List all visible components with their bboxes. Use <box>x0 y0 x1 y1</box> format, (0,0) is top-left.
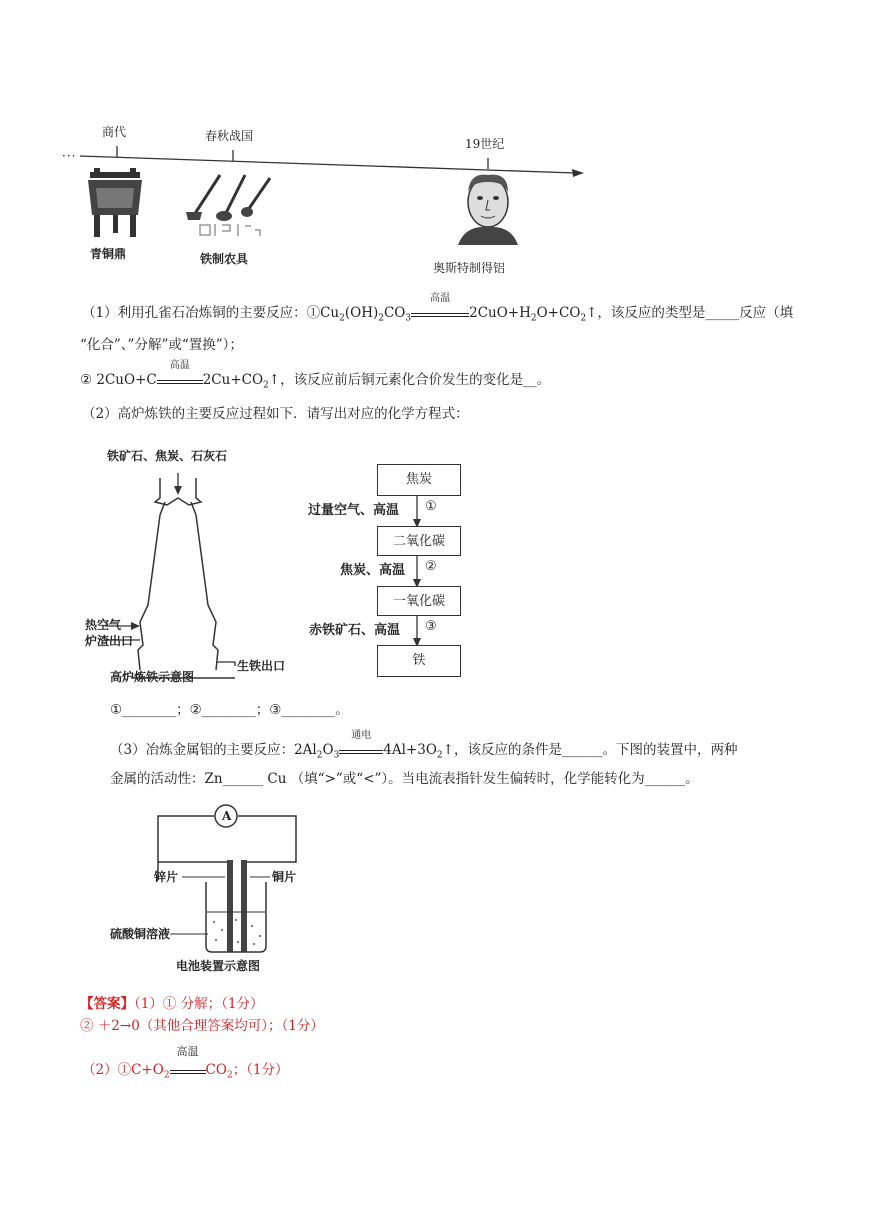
answer-reaction-sign <box>170 1045 206 1074</box>
q1-reaction-sign-2 <box>157 360 203 384</box>
era-19th-century: 19世纪 <box>465 137 505 151</box>
q1-line1-mid2: CO <box>383 305 406 321</box>
furnace-slag-outlet-label: 炉渣出口 <box>85 634 134 648</box>
q1-line1-mid1: (OH) <box>344 305 379 321</box>
iron-tools-image <box>186 175 270 236</box>
timeline-ellipsis: ··· <box>62 149 77 163</box>
answer-part1: （1）① 分解；（1分） <box>134 996 264 1012</box>
answer-line3-post: CO <box>205 1062 227 1078</box>
q1-line3-post: 2Cu+CO <box>202 372 264 388</box>
flow-box-iron: 铁 <box>377 645 461 677</box>
answer-line3: $(2)①C+O_2$ 高温 $CO_2$；（1分） <box>82 1045 289 1081</box>
ammeter-label: A <box>222 809 232 823</box>
battery-caption: 电池装置示意图 <box>176 959 261 973</box>
q3-condition: 通电 <box>351 730 372 741</box>
oersted-portrait-image <box>458 175 518 245</box>
answer-line2: ② ＋2→0（其他合理答案均可）；（1分） <box>80 1018 324 1034</box>
q3-reaction-sign <box>339 730 383 754</box>
flow-box-co: 一氧化碳 <box>377 586 461 616</box>
flow-condition-1: 过量空气、高温 <box>308 503 400 518</box>
q1-condition-1: 高温 <box>430 293 451 304</box>
caption-iron-tools: 铁制农具 <box>200 252 249 266</box>
timeline-figure <box>60 120 600 280</box>
q1-line2: “化合”、”分解”或“置换”）； <box>80 337 243 353</box>
q2-intro: （2）高炉炼铁的主要反应过程如下．请写出对应的化学方程式： <box>82 406 469 422</box>
era-spring-autumn: 春秋战国 <box>205 129 254 143</box>
answer-condition: 高温 <box>176 1045 199 1058</box>
furnace-top-label: 铁矿石、焦炭、石灰石 <box>107 449 228 463</box>
q1-line3-pre: ② 2CuO+C <box>80 372 157 388</box>
furnace-hot-air-label: 热空气 <box>85 618 122 632</box>
flow-condition-3: 赤铁矿石、高温 <box>309 623 401 638</box>
q1-line1-pre: （1）利用孔雀石冶炼铜的主要反应：①Cu <box>82 305 340 321</box>
q1-line1-post: 2CuO+H <box>469 305 531 321</box>
flow-step-2: ② <box>425 559 437 574</box>
furnace-iron-outlet-label: 生铁出口 <box>237 659 286 673</box>
q3-line1-pre: （3）冶炼金属铝的主要反应：2Al <box>110 742 317 758</box>
answer-line1 <box>80 994 263 1014</box>
q1-line1-tail: ↑，该反应的类型是_____反应（填 <box>586 305 794 321</box>
q1-reaction-sign-1 <box>411 293 469 317</box>
q3-line1: （3）冶炼金属铝的主要反应：$2Al_2O_3$ 通电 $4Al+3O_2↑$，该反应的条件是______。下图的装置中，两种 <box>110 730 738 761</box>
zinc-label: 锌片 <box>154 870 179 884</box>
q1-line1-post2: O+CO <box>536 305 581 321</box>
answer-tag: 【答案】 <box>80 996 134 1012</box>
furnace-caption: 高炉炼铁示意图 <box>110 670 195 684</box>
q3-line1-post: 4Al+3O <box>383 742 437 758</box>
answer-line3-tail: ；（1分） <box>232 1062 289 1078</box>
timeline-arrow <box>60 120 600 280</box>
caption-bronze-ding: 青铜鼎 <box>90 247 127 261</box>
battery-drawing <box>110 800 310 980</box>
q1-line3-tail: ↑，该反应前后铜元素化合价发生的变化是__。 <box>268 372 551 388</box>
copper-label: 铜片 <box>272 870 297 884</box>
answer-line3-pre: （2）①C+O <box>82 1062 164 1078</box>
q3-line1-tail: ↑，该反应的条件是______。下图的装置中，两种 <box>442 742 738 758</box>
caption-oersted: 奥斯特制得铝 <box>433 261 506 275</box>
q1-line1: （1）利用孔雀石冶炼铜的主要反应：$①Cu_2(OH)_2CO_3$ 高温 $2CuO+H_2O+CO_2↑$，该反应的类型是_____反应（填 <box>82 293 794 324</box>
flow-box-co2: 二氧化碳 <box>377 526 461 556</box>
blast-furnace-diagram <box>85 440 305 695</box>
flow-step-3: ③ <box>425 619 437 634</box>
q2-blanks: ①________；②________；③________。 <box>110 702 349 718</box>
q1-line3: ② 2CuO+C 高温 $2Cu+CO_2↑$，该反应前后铜元素化合价发生的变化是__。 <box>80 360 551 391</box>
bronze-ding-image <box>88 168 142 237</box>
flow-box-coke: 焦炭 <box>377 464 461 496</box>
battery-diagram <box>110 800 310 980</box>
flow-condition-2: 焦炭、高温 <box>340 563 406 578</box>
solution-label: 硫酸铜溶液 <box>110 927 171 941</box>
flow-step-1: ① <box>425 499 437 514</box>
q3-line2: 金属的活动性：Zn______ Cu （填“>”或“<”）。当电流表指针发生偏转时，化学能转化为______。 <box>110 771 699 787</box>
q1-condition-2: 高温 <box>169 360 190 371</box>
era-shang: 商代 <box>102 125 127 139</box>
